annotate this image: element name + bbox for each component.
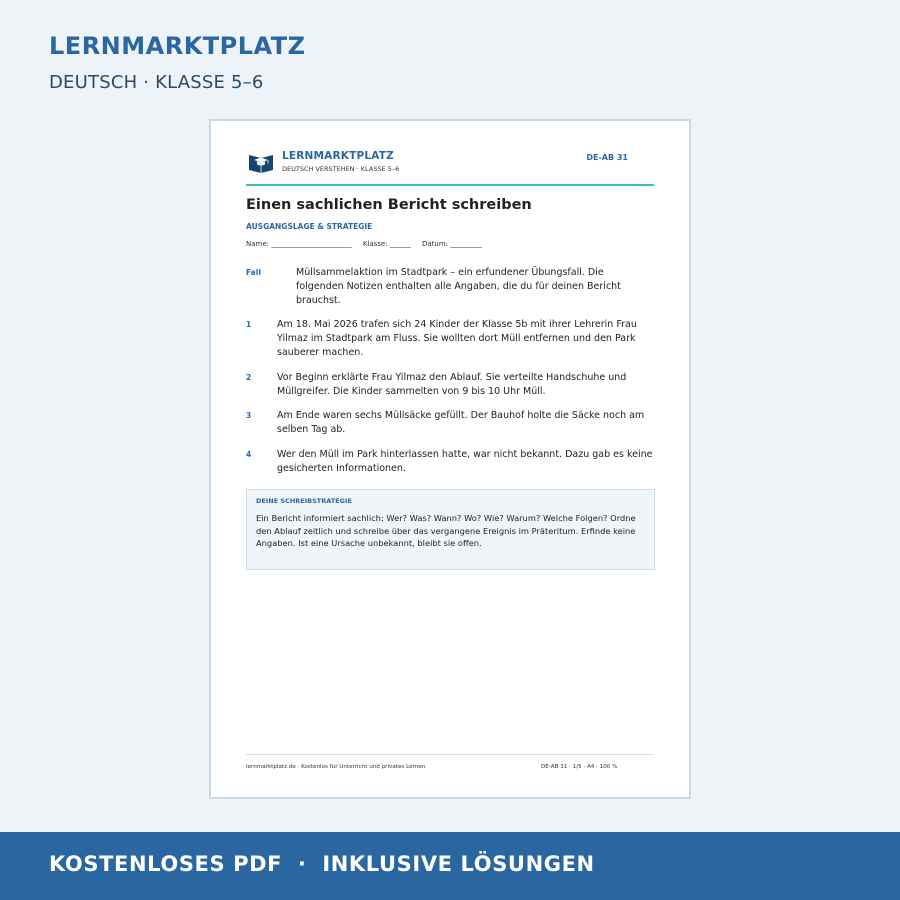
footer-divider xyxy=(246,754,654,755)
document-code: DE-AB 31 xyxy=(586,153,628,162)
item-text: Am 18. Mai 2026 trafen sich 24 Kinder der Klasse 5b mit ihrer Lehrerin Frau Yilmaz im Stadtpark am Fluss. Sie wollten dort Müll entfernen und den Park sauberer machen. xyxy=(277,319,637,358)
footer-left: lernmarktplatz.de · Kostenlos für Unterricht und privates Lernen xyxy=(246,764,426,770)
item-number: 2 xyxy=(246,373,252,382)
strategy-text: Ein Bericht informiert sachlich: Wer? Was? Wann? Wo? Wie? Warum? Welche Folgen? Ordne den Ablauf zeitlich und schreibe über das vergangene Ereignis im Präteritum. Erfinde keine Angaben. Ist eine Ursache unbekannt, bleibt sie offen. xyxy=(256,513,636,548)
graduation-cap-book-icon xyxy=(247,151,275,173)
page-brand-title: LERNMARKTPLATZ xyxy=(49,32,306,60)
promo-banner xyxy=(0,832,900,900)
sheet-brand: LERNMARKTPLATZ xyxy=(282,150,394,162)
header-divider xyxy=(246,184,654,186)
item-text: Müllsammelaktion im Stadtpark – ein erfundener Übungsfall. Die folgenden Notizen enthalten alle Angaben, die du für deinen Bericht brauchst. xyxy=(296,267,621,306)
item-number: 3 xyxy=(246,411,252,420)
name-class-date-line: Name: _______________________ Klasse: ______ Datum: _________ xyxy=(246,240,482,248)
item-text: Wer den Müll im Park hinterlassen hatte, war nicht bekannt. Dazu gab es keine gesicherten Informationen. xyxy=(277,449,653,474)
item-text: Vor Beginn erklärte Frau Yilmaz den Ablauf. Sie verteilte Handschuhe und Müllgreifer. Die Kinder sammelten von 9 bis 10 Uhr Müll. xyxy=(277,372,627,397)
section-label: AUSGANGSLAGE & STRATEGIE xyxy=(246,222,373,231)
page-brand-subtitle: DEUTSCH · KLASSE 5–6 xyxy=(49,72,264,93)
strategy-box xyxy=(246,489,655,570)
promo-banner-text: KOSTENLOSES PDF · INKLUSIVE LÖSUNGEN xyxy=(49,852,595,876)
item-text: Am Ende waren sechs Müllsäcke gefüllt. Der Bauhof holte die Säcke noch am selben Tag ab. xyxy=(277,410,645,435)
footer-right: DE-AB 31 · 1/5 · A4 · 100 % xyxy=(541,764,618,770)
worksheet-preview[interactable] xyxy=(209,119,691,799)
strategy-title: DEINE SCHREIBSTRATEGIE xyxy=(256,497,352,505)
item-label: Fall xyxy=(246,268,261,277)
worksheet-title: Einen sachlichen Bericht schreiben xyxy=(246,197,532,213)
item-number: 4 xyxy=(246,450,252,459)
sheet-brand-subtitle: DEUTSCH VERSTEHEN · KLASSE 5–6 xyxy=(282,165,400,173)
item-number: 1 xyxy=(246,320,252,329)
